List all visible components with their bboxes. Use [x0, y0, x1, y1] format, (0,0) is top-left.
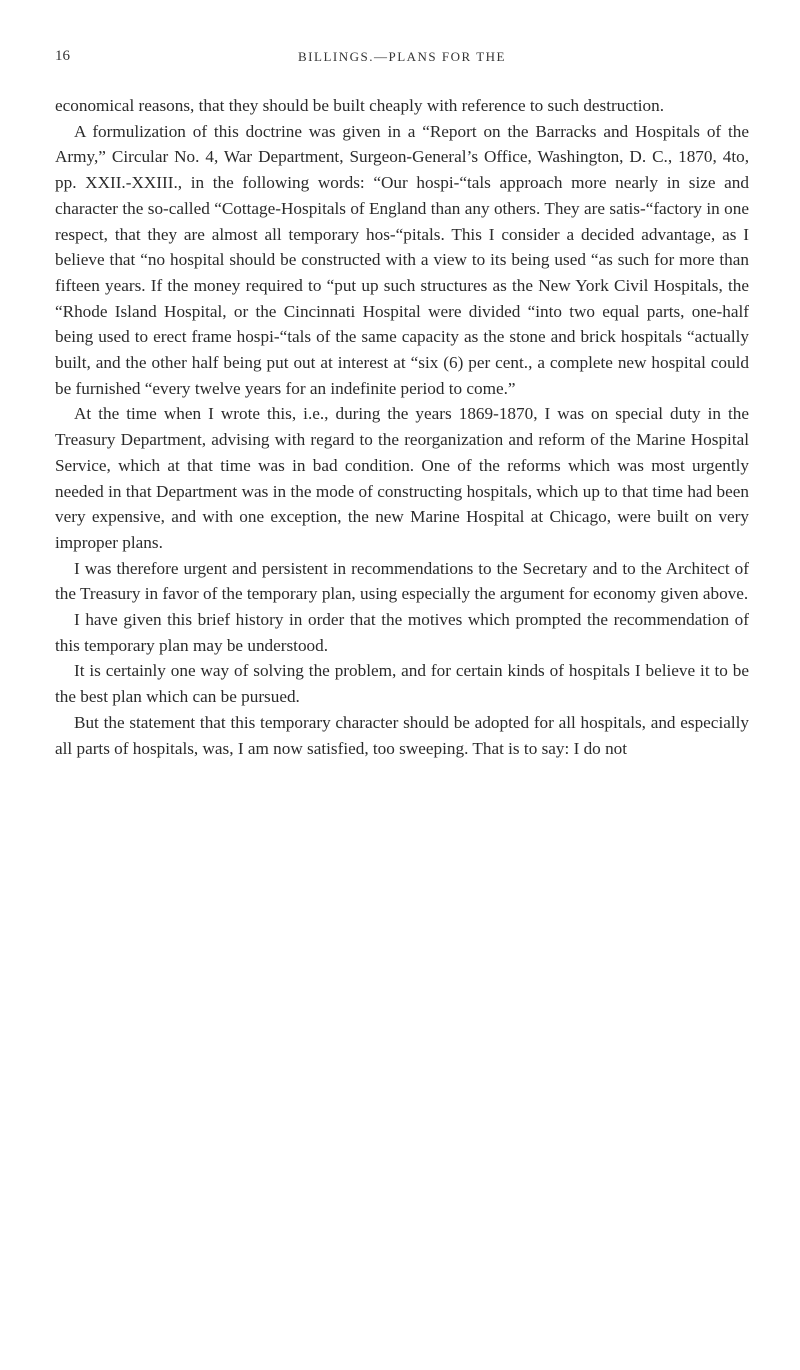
paragraph-continuation: economical reasons, that they should be built cheaply with reference to such destruction.	[55, 96, 665, 115]
running-title: BILLINGS.—PLANS FOR THE	[298, 49, 506, 64]
paragraph-recommendations: I was therefore urgent and persistent in recommendations to the Secretary and to the Architect of the Treasury in favor of the temporary plan, using especially the argument for economy given above.	[55, 558, 749, 604]
paragraph-solving-problem: It is certainly one way of solving the problem, and for certain kinds of hospitals I believe it to be the best plan which can be pursued.	[55, 661, 749, 707]
body-text	[55, 93, 749, 761]
running-header	[55, 48, 749, 78]
paragraph-statement: But the statement that this temporary character should be adopted for all hospitals, and especially all parts of hospitals, was, I am now satisfied, too sweeping. That is to say: I do not	[55, 712, 749, 758]
page-content	[55, 48, 749, 761]
paragraph-treasury-duty: At the time when I wrote this, i.e., during the years 1869-1870, I was on special duty in the Treasury Department, advising with regard to the reorganization and reform of the Marine Hospital Service, which at that time was in bad condition. One of the reforms which was most urgently needed in that Department was in the mode of constructing hospitals, which up to that time had been very expensive, and with one exception, the new Marine Hospital at Chicago, were built on very improper plans.	[55, 404, 749, 552]
page-number: 16	[55, 48, 70, 64]
paragraph-history: I have given this brief history in order that the motives which prompted the recommendation of this temporary plan may be understood.	[55, 610, 749, 655]
paragraph-report-quote: A formulization of this doctrine was given in a “Report on the Barracks and Hospitals of the Army,” Circular No. 4, War Department, Surgeon-General’s Office, Washington, D. C., 1870, 4to, pp. XXII.-XXIII., in the following words: “Our hospi-“tals approach more nearly in size and character the so-called “Cottage-Hospitals of England than any others. They are satis-“factory in one respect, that they are almost all temporary hos-“pitals. This I consider a decided advantage, as I believe that “no hospital should be constructed with a view to its being used “as such for more than fifteen years. If the money required to “put up such structures as the New York Civil Hospitals, the “Rhode Island Hospital, or the Cincinnati Hospital were divided “into two equal parts, one-half being used to erect frame hospi-“tals of the same capacity as the stone and brick hospitals “actually built, and the other half being put out at interest at “six (6) per cent., a complete new hospital could be furnished “every twelve years for an indefinite period to come.”	[55, 121, 749, 398]
